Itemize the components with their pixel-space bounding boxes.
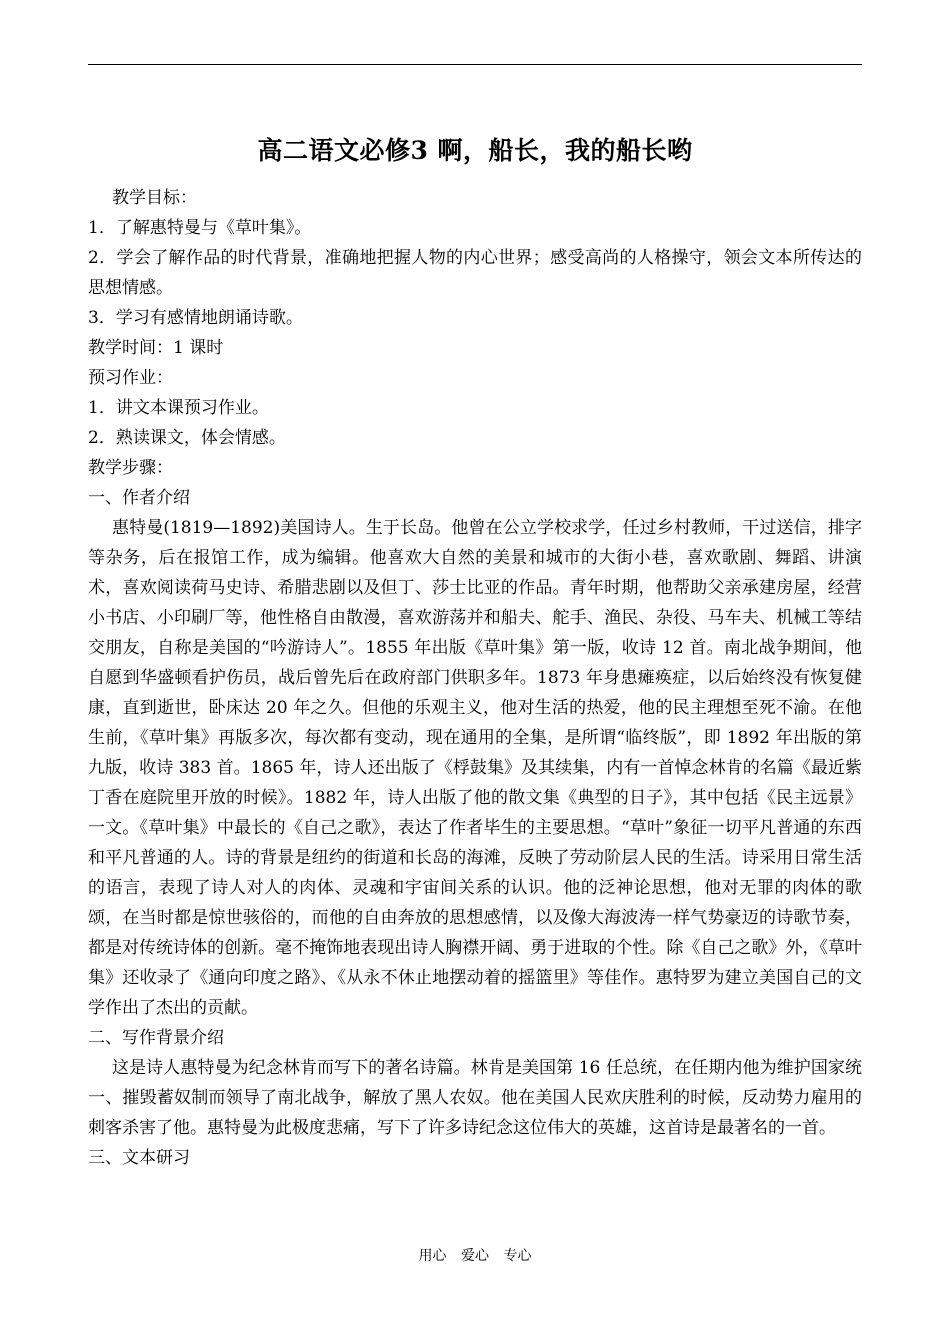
document-body [88,183,862,1173]
page-footer: 用心 爱心 专心 [418,1248,532,1264]
objectives-heading: 教学目标： [112,188,197,208]
objective-item: 2．学会了解作品的时代背景，准确地把握人物的内心世界；感受高尚的人格操守，领会文本所传达的思想情感。 [88,248,862,298]
section-heading-text-study: 三、文本研习 [88,1148,190,1168]
preview-item: 1．讲文本课预习作业。 [88,398,269,418]
steps-heading: 教学步骤： [88,458,173,478]
page-title: 高二语文必修3 啊，船长，我的船长哟 [257,136,693,165]
section-heading-author: 一、作者介绍 [88,488,190,508]
header-rule [88,64,862,65]
author-introduction-paragraph: 惠特曼(1819—1892)美国诗人。生于长岛。他曾在公立学校求学，任过乡村教师，干过送信，排字等杂务，后在报馆工作，成为编辑。他喜欢大自然的美景和城市的大街小巷，喜欢歌剧、舞蹈、讲演术，喜欢阅读荷马史诗、希腊悲剧以及但丁、莎士比亚的作品。青年时期，他帮助父亲承建房屋，经营小书店、小印刷厂等，他性格自由散漫，喜欢游荡并和船夫、舵手、渔民、杂役、马车夫、机械工等结交朋友，自称是美国的“吟游诗人”。1855 年出版《草叶集》第一版，收诗 12 首。南北战争期间，他自愿到华盛顿看护伤员，战后曾先后在政府部门供职多年。1873 年身患瘫痪症，以后始终没有恢复健康，直到逝世，卧床达 20 年之久。但他的乐观主义，他对生活的热爱，他的民主理想至死不渝。在他生前，《草叶集》再版多次，每次都有变动，现在通用的全集，是所谓“临终版”，即 1892 年出版的第九版，收诗 383 首。1865 年，诗人还出版了《桴鼓集》及其续集，内有一首悼念林肯的名篇《最近紫丁香在庭院里开放的时候》。1882 年，诗人出版了他的散文集《典型的日子》，其中包括《民主远景》一文。《草叶集》中最长的《自己之歌》，表达了作者毕生的主要思想。“草叶”象征一切平凡普通的东西和平凡普通的人。诗的背景是纽约的街道和长岛的海滩，反映了劳动阶层人民的生活。诗采用日常生活的语言，表现了诗人对人的肉体、灵魂和宇宙间关系的认识。他的泛神论思想，他对无罪的肉体的歌颂，在当时都是惊世骇俗的，而他的自由奔放的思想感情，以及像大海波涛一样气势豪迈的诗歌节奏，都是对传统诗体的创新。毫不掩饰地表现出诗人胸襟开阔、勇于进取的个性。除《自己之歌》外，《草叶集》还收录了《通向印度之路》、《从永不休止地摆动着的摇篮里》等佳作。惠特罗为建立美国自己的文学作出了杰出的贡献。 [88,518,862,1018]
section-heading-background: 二、写作背景介绍 [88,1028,224,1048]
teaching-time: 教学时间：1 课时 [88,338,224,358]
objective-item: 3．学习有感情地朗诵诗歌。 [88,308,303,328]
background-paragraph: 这是诗人惠特曼为纪念林肯而写下的著名诗篇。林肯是美国第 16 任总统，在任期内他为维护国家统一、摧毁蓄奴制而领导了南北战争，解放了黑人农奴。他在美国人民欢庆胜利的时候，反动势力雇用的刺客杀害了他。惠特曼为此极度悲痛，写下了许多诗纪念这位伟大的英雄，这首诗是最著名的一首。 [88,1058,862,1138]
preview-heading: 预习作业： [88,368,173,388]
preview-item: 2．熟读课文，体会情感。 [88,428,286,448]
objective-item: 1．了解惠特曼与《草叶集》。 [88,218,312,238]
